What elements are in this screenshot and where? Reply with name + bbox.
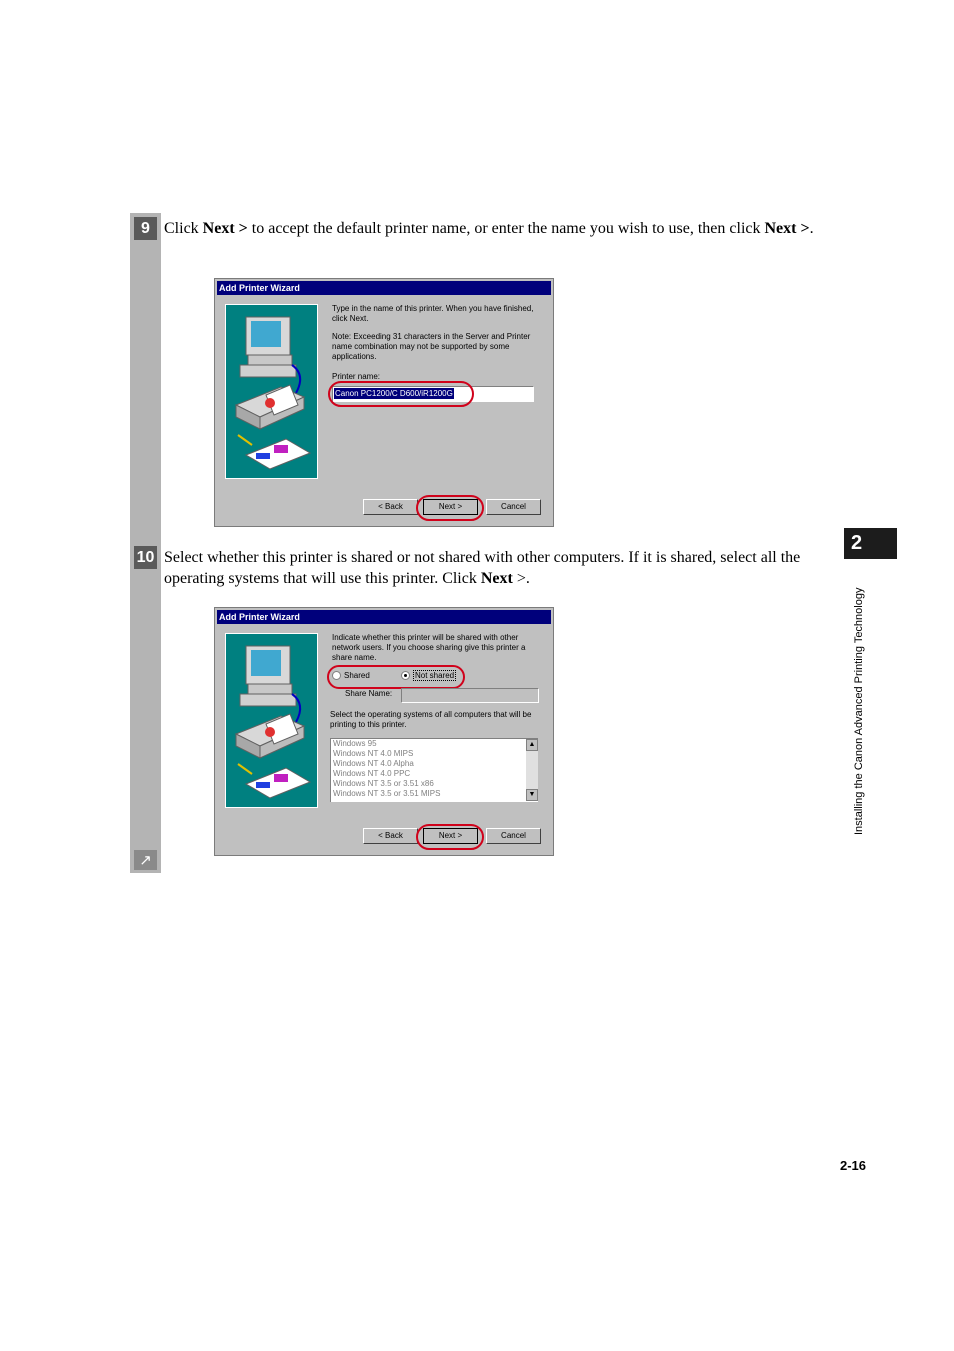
continue-arrow-icon: ↗ bbox=[134, 850, 157, 870]
next-button[interactable]: Next > bbox=[423, 499, 478, 515]
list-item[interactable]: Windows NT 4.0 Alpha bbox=[333, 759, 414, 768]
list-item[interactable]: Windows NT 3.5 or 3.51 x86 bbox=[333, 779, 434, 788]
step-sidebar-bar bbox=[130, 213, 161, 873]
scroll-up-icon[interactable]: ▲ bbox=[526, 739, 538, 751]
step-10-instructions: Select whether this printer is shared or not shared with other computers. If it is shared, select all the operating systems that will use this printer. Click Next >. bbox=[164, 549, 801, 587]
list-item[interactable]: Windows NT 4.0 PPC bbox=[333, 769, 411, 778]
dialog-title: Add Printer Wizard bbox=[217, 610, 551, 624]
add-printer-wizard-dialog-2 bbox=[214, 607, 554, 856]
cancel-button[interactable]: Cancel bbox=[486, 828, 541, 844]
os-list-scrollbar[interactable] bbox=[526, 739, 538, 801]
printer-wizard-illustration bbox=[225, 633, 318, 808]
os-listbox[interactable] bbox=[330, 738, 538, 802]
list-item[interactable]: Windows NT 3.5 or 3.51 MIPS bbox=[333, 789, 441, 798]
add-printer-wizard-dialog-1 bbox=[214, 278, 554, 527]
dialog-note-text: Note: Exceeding 31 characters in the Server and Printer name combination may not be supported by some applications. bbox=[332, 332, 531, 361]
share-name-input[interactable] bbox=[401, 688, 539, 703]
step-9-number: 9 bbox=[134, 217, 157, 240]
back-button[interactable]: < Back bbox=[363, 828, 418, 844]
list-item[interactable]: Windows 95 bbox=[333, 739, 377, 748]
page-number: 2-16 bbox=[840, 1158, 867, 1173]
step-10-number: 10 bbox=[134, 546, 157, 569]
back-button[interactable]: < Back bbox=[363, 499, 418, 515]
highlight-printer-name bbox=[328, 381, 474, 407]
cancel-button[interactable]: Cancel bbox=[486, 499, 541, 515]
highlight-next-button bbox=[416, 495, 484, 521]
dialog-intro-text: Indicate whether this printer will be shared with other network users. If you choose sharing give this printer a share name. bbox=[332, 633, 526, 662]
dialog-intro-text: Type in the name of this printer. When you have finished, click Next. bbox=[332, 304, 534, 323]
scroll-down-icon[interactable]: ▼ bbox=[526, 789, 538, 801]
chapter-title: Installing the Canon Advanced Printing Technology bbox=[853, 587, 865, 835]
list-item[interactable]: Windows NT 4.0 MIPS bbox=[333, 749, 414, 758]
next-button[interactable]: Next > bbox=[423, 828, 478, 844]
not-shared-radio[interactable]: Not shared bbox=[401, 671, 456, 681]
highlight-share-options bbox=[327, 665, 465, 689]
os-select-prompt: Select the operating systems of all computers that will be printing to this printer. bbox=[330, 710, 532, 729]
share-name-label: Share Name: bbox=[345, 689, 393, 698]
shared-radio[interactable]: Shared bbox=[332, 671, 370, 681]
dialog-title: Add Printer Wizard bbox=[217, 281, 551, 295]
highlight-next-button bbox=[416, 824, 484, 850]
printer-name-value: Canon PC1200/C D600/iR1200G bbox=[335, 389, 453, 398]
step-9-instructions: Click Next > to accept the default printer name, or enter the name you wish to use, then click Next >. bbox=[164, 220, 814, 237]
chapter-tab: 2 bbox=[844, 528, 897, 559]
printer-name-label: Printer name: bbox=[332, 372, 381, 381]
printer-wizard-illustration bbox=[225, 304, 318, 479]
